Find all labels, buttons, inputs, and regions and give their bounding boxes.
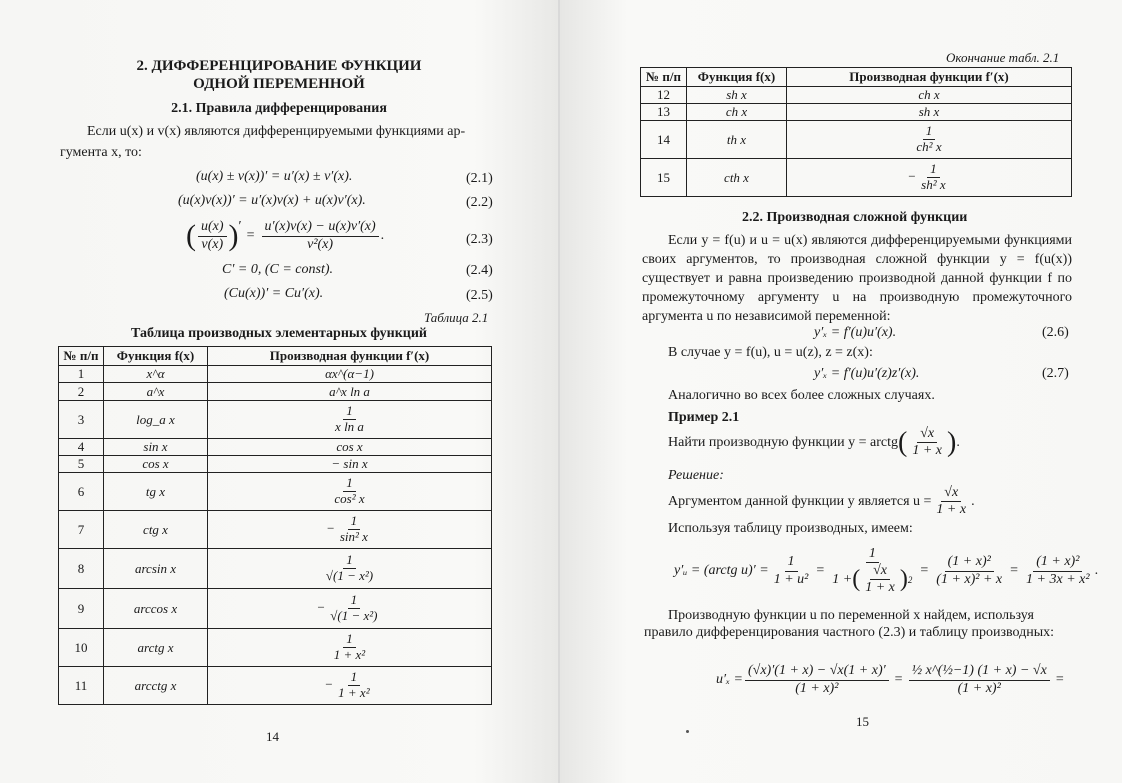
formula-2-7-number: (2.7) <box>1042 366 1069 381</box>
derivatives-table-continued <box>640 67 1072 197</box>
final-equation: u′ₓ = $\frac{(√x)'(1 + x) - √x(1 + x)'}{\text{(1 + x)²}}$ = $\frac{\text{½ x\textasciicircum{}(½−1) (1 + x) − √x}}{\text{(1 + x)²}}$ = <box>716 663 1064 696</box>
case-text: В случае y = f(u), u = u(z), z = z(x): <box>668 345 873 360</box>
table-row <box>641 159 1072 197</box>
frac-num: 1 <box>348 593 361 609</box>
frac-num: √x <box>917 426 937 443</box>
formula-2-2-number: (2.2) <box>466 195 493 210</box>
frac-den: 1 + x <box>865 580 895 596</box>
table-cell: sin x <box>104 439 208 456</box>
section-title: 2.1. Правила дифференцирования <box>171 101 387 116</box>
table-cell: cos x <box>208 439 492 456</box>
formula-2-2: (u(x)v(x))′ = u′(x)v(x) + u(x)v′(x). <box>178 193 366 208</box>
frac-den: (1 + x)² + x <box>936 571 1003 587</box>
formula-2-7: y′ₓ = f′(u)u′(z)z′(x). <box>814 366 920 381</box>
para2-line2: правило дифференцирования частного (2.3) и таблицу производных: <box>644 625 1055 640</box>
frac-den: √(1 − x²) <box>330 608 378 623</box>
table-cell: 6 <box>59 473 104 511</box>
table-cell: arcctg x <box>104 667 208 705</box>
table-cell: 15 <box>641 159 687 197</box>
table-continuation-caption: Окончание табл. 2.1 <box>946 50 1060 65</box>
table-header-cell: Производная функции f′(x) <box>787 68 1072 87</box>
table-cell: 3 <box>59 401 104 439</box>
table-cell: − sin x <box>208 456 492 473</box>
table-row <box>59 383 492 401</box>
table-row <box>59 667 492 705</box>
solution-label: Решение: <box>668 468 724 483</box>
table-cell: a^x <box>104 383 208 401</box>
formula-2-5: (Cu(x))′ = Cu′(x). <box>224 286 324 301</box>
frac-den: √(1 − x²) <box>325 568 374 583</box>
frac-den: (1 + x)² <box>957 680 1001 696</box>
frac-num: ½ x^(½−1) (1 + x) − √x <box>909 663 1050 680</box>
table-cell: 10 <box>59 629 104 667</box>
task-text: Найти производную функции y = arctg <box>668 434 898 450</box>
table-row <box>59 589 492 629</box>
frac-num: 1 <box>343 404 356 420</box>
right-page <box>560 0 1122 783</box>
table-row <box>59 473 492 511</box>
frac-num: (√x)′(1 + x) − √x(1 + x)′ <box>745 663 889 680</box>
frac-num: 1 <box>923 124 936 140</box>
table-cell <box>787 159 1072 197</box>
formula-2-1: (u(x) ± v(x))′ = u′(x) ± v′(x). <box>196 169 353 184</box>
table-cell <box>208 473 492 511</box>
formula-2-4-number: (2.4) <box>466 263 493 278</box>
denominator-prefix: 1 + <box>832 571 853 587</box>
frac-den: 1 + u² <box>773 571 809 587</box>
frac-den: sin² x <box>339 529 368 544</box>
complex-function-paragraph: Если y = f(u) и u = u(x) являются дифференцируемыми функциями своих аргументов, то производная сложной функции y = f(u(x)) существует и равна произведению производной данной функции f по промежуточному аргументу u на производную промежуточного аргумента u по независимой переменной: <box>642 233 1072 324</box>
frac-num: 1 <box>866 546 879 563</box>
frac-den: x ln a <box>335 419 364 434</box>
table-caption: Таблица 2.1 <box>424 310 489 325</box>
page-number-right: 15 <box>856 714 869 729</box>
table-cell: ctg x <box>104 511 208 549</box>
table-cell: cth x <box>687 159 787 197</box>
table-row <box>59 439 492 456</box>
intro-line1: Если u(x) и v(x) являются дифференцируемыми функциями ар- <box>87 124 466 139</box>
table-cell <box>208 549 492 589</box>
table-header-cell: Функция f(x) <box>687 68 787 87</box>
derivative-equation: y′ᵤ = (arctg u)′ = $\frac{1}{\text{1 + u²}}$ = 1 1 + ( $\frac{√x}{1 + x}$ ) 2 = $\frac{\text{(1 + x)²}}{\text{(1 + x)² + x}}$ = $\frac{\text{(1 + x)²}}{\text{1 + 3x + x²}}$ . <box>674 545 1099 596</box>
formula-2-1-number: (2.1) <box>466 171 493 186</box>
minus-sign: − <box>324 676 334 692</box>
table-cell: arctg x <box>104 629 208 667</box>
table-cell: arccos x <box>104 589 208 629</box>
equation-lhs: u′ₓ = <box>716 672 743 687</box>
table-row <box>59 401 492 439</box>
minus-sign: − <box>326 520 335 536</box>
formula-2-3-lhs-den: v(x) <box>201 236 224 252</box>
table-cell <box>208 667 492 705</box>
table-header-cell: № п/п <box>59 347 104 366</box>
chapter-title-line1: 2. ДИФФЕРЕНЦИРОВАНИЕ ФУНКЦИИ <box>136 58 422 74</box>
table-row <box>59 549 492 589</box>
table-cell <box>208 511 492 549</box>
table-cell <box>208 401 492 439</box>
frac-den: (1 + x)² <box>795 680 839 696</box>
table-cell: th x <box>687 121 787 159</box>
formula-2-3-number: (2.3) <box>466 232 493 247</box>
formula-2-3: ( $\frac{u(x)}{v(x)}$ ) ′ = $\frac{u'(x)v(x) - u(x)v'(x)}{\text{v²(x)}}$ . <box>186 219 385 252</box>
frac-num: (1 + x)² <box>1033 554 1082 571</box>
table-row <box>59 366 492 383</box>
frac-num: 1 <box>785 554 798 571</box>
table-cell <box>787 121 1072 159</box>
table-row <box>59 456 492 473</box>
frac-num: 1 <box>343 632 356 648</box>
equation-lhs: y′ᵤ = (arctg u)′ = <box>674 563 769 578</box>
analog-text: Аналогично во всех более сложных случаях. <box>668 388 935 403</box>
table-cell: log_a x <box>104 401 208 439</box>
table-cell: 1 <box>59 366 104 383</box>
table-cell: ch x <box>787 87 1072 104</box>
chapter-title-line2: ОДНОЙ ПЕРЕМЕННОЙ <box>193 76 365 92</box>
argument-text: Аргументом данной функции y является u = <box>668 493 932 509</box>
argument-line: Аргументом данной функции y является u = $\frac{√x}{1 + x}$ . <box>668 485 975 518</box>
frac-den: 1 + x <box>936 502 967 518</box>
para2-line1: Производную функции u по переменной x найдем, используя <box>668 608 1034 623</box>
table-cell: arcsin x <box>104 549 208 589</box>
table-row <box>641 87 1072 104</box>
frac-den: 1 + 3x + x² <box>1026 571 1090 587</box>
frac-num: √x <box>941 485 961 502</box>
table-cell: ch x <box>687 104 787 121</box>
page-number-left: 14 <box>266 729 279 744</box>
left-page <box>0 0 558 783</box>
section-title-2-2: 2.2. Производная сложной функции <box>742 210 968 225</box>
table-cell: 9 <box>59 589 104 629</box>
table-header-row <box>641 68 1072 87</box>
frac-num: √x <box>870 563 890 580</box>
formula-2-3-lhs-num: u(x) <box>198 219 227 236</box>
table-cell: cos x <box>104 456 208 473</box>
table-row <box>641 104 1072 121</box>
table-cell: 11 <box>59 667 104 705</box>
frac-num: 1 <box>927 162 940 178</box>
frac-num: 1 <box>348 514 361 530</box>
frac-den: 1 + x <box>912 443 942 459</box>
formula-2-3-rhs-num: u′(x)v(x) − u(x)v′(x) <box>262 219 379 236</box>
minus-sign: − <box>316 599 326 615</box>
table-cell <box>208 589 492 629</box>
derivatives-table <box>58 346 492 705</box>
nested-denominator: 1 + ( $\frac{√x}{1 + x}$ ) 2 <box>832 562 913 596</box>
table-cell: sh x <box>787 104 1072 121</box>
table-row <box>641 121 1072 159</box>
table-cell: tg x <box>104 473 208 511</box>
table-cell: x^α <box>104 366 208 383</box>
table-cell <box>208 629 492 667</box>
table-header-row <box>59 347 492 366</box>
frac-den: 1 + x² <box>333 647 366 662</box>
frac-den: sh² x <box>921 177 946 192</box>
table-row <box>59 629 492 667</box>
frac-num: 1 <box>343 476 356 492</box>
intro-line2: гумента x, то: <box>60 145 142 160</box>
frac-den: 1 + x² <box>338 685 370 700</box>
table-header-cell: Функция f(x) <box>104 347 208 366</box>
formula-2-6: y′ₓ = f′(u)u′(x). <box>814 325 897 340</box>
table-cell: sh x <box>687 87 787 104</box>
print-speck <box>686 730 689 733</box>
table-row <box>59 511 492 549</box>
table-header-cell: № п/п <box>641 68 687 87</box>
table-cell: 12 <box>641 87 687 104</box>
frac-num: (1 + x)² <box>945 554 994 571</box>
table-cell: 14 <box>641 121 687 159</box>
formula-2-5-number: (2.5) <box>466 288 493 303</box>
table-cell: 5 <box>59 456 104 473</box>
table-cell: αx^(α−1) <box>208 366 492 383</box>
table-cell: 2 <box>59 383 104 401</box>
table-cell: a^x ln a <box>208 383 492 401</box>
table-cell: 7 <box>59 511 104 549</box>
table-header-cell: Производная функции f′(x) <box>208 347 492 366</box>
table-cell: 4 <box>59 439 104 456</box>
table-cell: 8 <box>59 549 104 589</box>
table-cell: 13 <box>641 104 687 121</box>
formula-2-3-rhs-den: v²(x) <box>307 236 334 252</box>
frac-num: 1 <box>348 670 361 686</box>
example-task: Найти производную функции y = arctg ( $\frac{√x}{1 + x}$ ) . <box>668 426 960 459</box>
formula-2-6-number: (2.6) <box>1042 325 1069 340</box>
frac-num: 1 <box>343 553 356 569</box>
using-table-text: Используя таблицу производных, имеем: <box>668 521 913 536</box>
frac-den: cos² x <box>334 491 365 506</box>
formula-2-4: C′ = 0, (C = const). <box>222 262 334 277</box>
frac-den: ch² x <box>916 139 942 154</box>
example-title: Пример 2.1 <box>668 410 740 425</box>
minus-sign: − <box>907 168 917 184</box>
table-title: Таблица производных элементарных функций <box>131 326 427 341</box>
